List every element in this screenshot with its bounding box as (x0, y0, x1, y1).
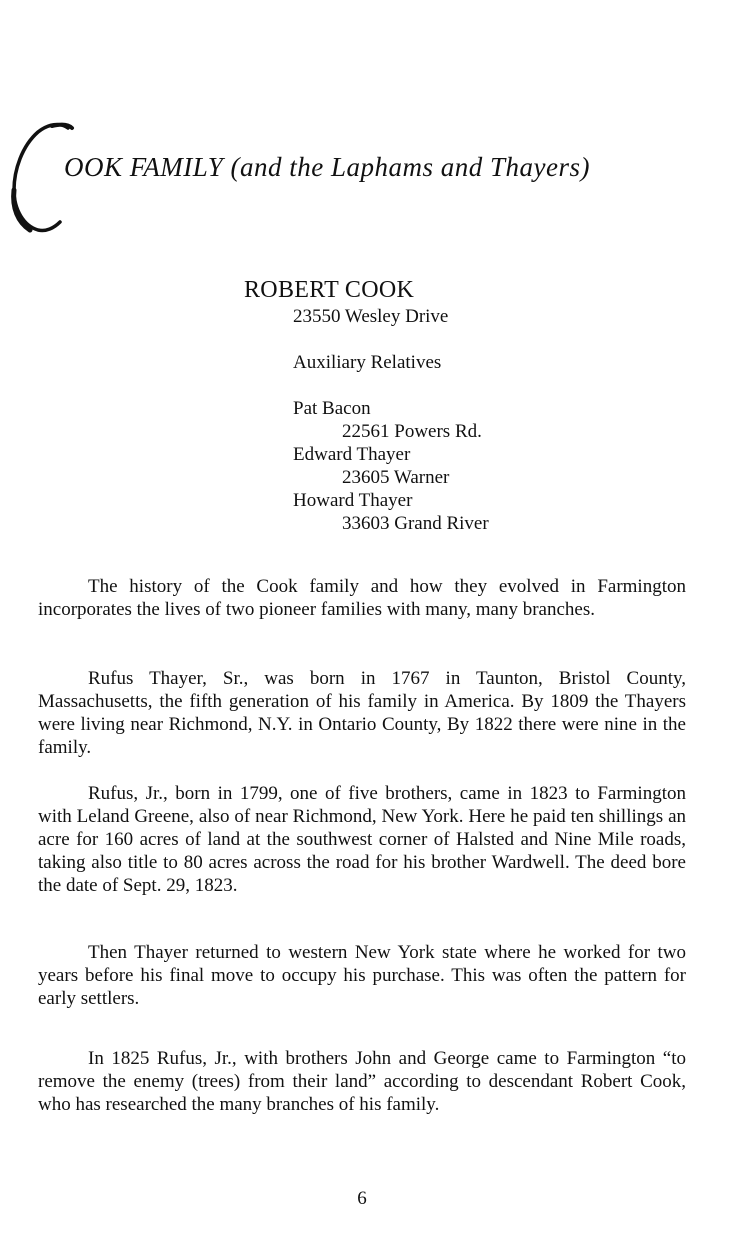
auxiliary-heading: Auxiliary Relatives (293, 352, 442, 373)
paragraph-text: In 1825 Rufus, Jr., with brothers John and George came to Farmington “to remove the enemy (trees) from their land” according to descendant Robert Cook, who has researched the many branches of his family. (38, 1048, 686, 1115)
relative-name: Howard Thayer (293, 490, 413, 511)
paragraph-text: The history of the Cook family and how they evolved in Farmington incorporates the lives of two pioneer families with many, many branches. (38, 576, 686, 620)
relative-name: Pat Bacon (293, 398, 371, 419)
body-paragraph (38, 667, 686, 759)
body-paragraph (38, 575, 686, 621)
body-paragraph (38, 941, 686, 1010)
title-main: OOK FAMILY (64, 152, 224, 182)
contact-name: ROBERT COOK (244, 277, 415, 303)
body-paragraph (38, 782, 686, 897)
relative-name: Edward Thayer (293, 444, 411, 465)
relative-address: 23605 Warner (342, 467, 450, 488)
paragraph-text: Rufus, Jr., born in 1799, one of five brothers, came in 1823 to Farmington with Leland Greene, also of near Richmond, New York. Here he paid ten shillings an acre for 160 acres of land at the southwest corner of Halsted and Nine Mile roads, taking also title to 80 acres across the road for his brother Wardwell. The deed bore the date of Sept. 29, 1823. (38, 783, 686, 896)
contact-address: 23550 Wesley Drive (293, 306, 449, 327)
page-title (64, 152, 590, 183)
body-paragraph (38, 1047, 686, 1116)
page-number: 6 (357, 1188, 367, 1209)
relative-address: 33603 Grand River (342, 513, 489, 534)
paragraph-text: Then Thayer returned to western New York state where he worked for two years before his final move to occupy his purchase. This was often the pattern for early settlers. (38, 942, 686, 1009)
paragraph-text: Rufus Thayer, Sr., was born in 1767 in Taunton, Bristol County, Massachusetts, the fifth generation of his family in America. By 1809 the Thayers were living near Richmond, N.Y. in Ontario County, By 1822 there were nine in the family. (38, 668, 686, 758)
relative-address: 22561 Powers Rd. (342, 421, 482, 442)
title-subtitle: (and the Laphams and Thayers) (230, 152, 590, 182)
